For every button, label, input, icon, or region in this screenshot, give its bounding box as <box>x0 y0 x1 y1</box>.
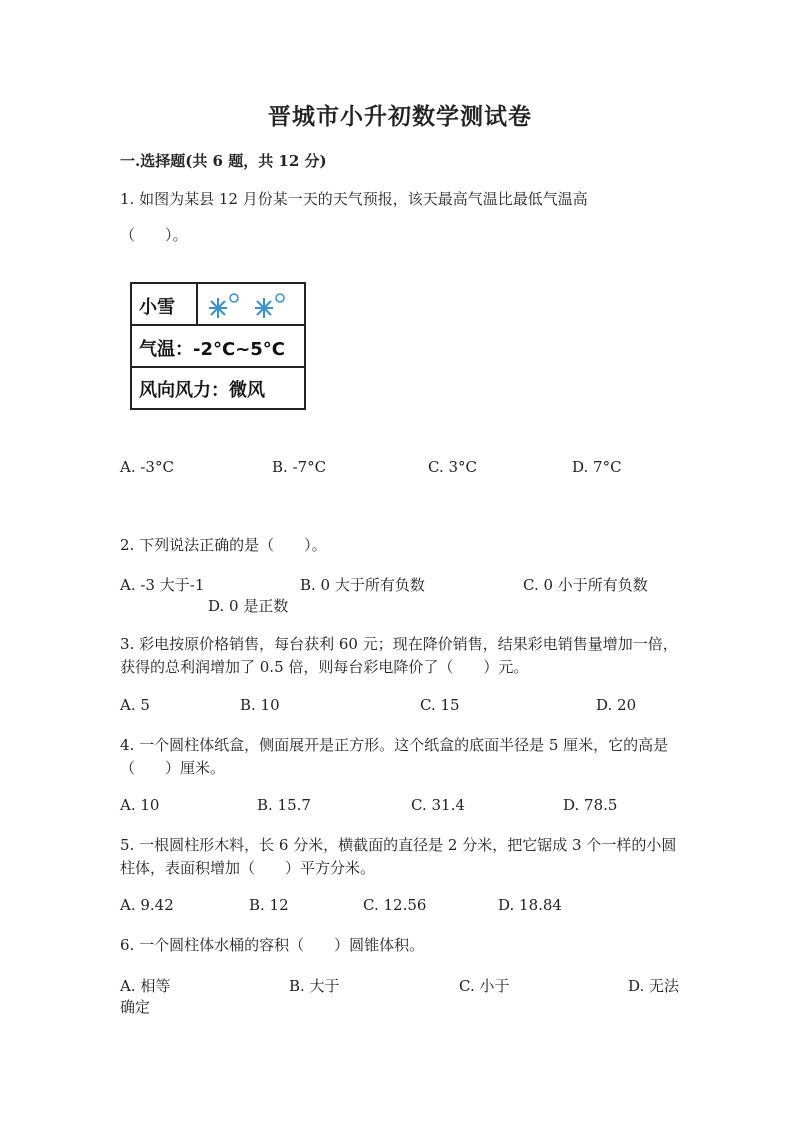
question-1-stem: 1. 如图为某县 12 月份某一天的天气预报，该天最高气温比最低气温高 <box>120 190 588 208</box>
question-5-option-c[interactable]: C. 12.56 <box>363 896 427 914</box>
question-6-option-b[interactable]: B. 大于 <box>289 977 340 995</box>
weather-row-temperature <box>132 326 304 368</box>
question-1-option-a[interactable]: A. -3°C <box>120 458 174 476</box>
question-2-option-b[interactable]: B. 0 大于所有负数 <box>300 576 425 594</box>
weather-forecast-figure <box>130 282 306 410</box>
question-1-stem-blank: （ ）。 <box>120 226 188 244</box>
question-3-option-d[interactable]: D. 20 <box>596 696 637 714</box>
question-3-option-c[interactable]: C. 15 <box>420 696 460 714</box>
question-3-option-b[interactable]: B. 10 <box>240 696 280 714</box>
snowflake-icon <box>250 292 290 320</box>
section-heading: 一.选择题(共 6 题，共 12 分) <box>120 152 327 170</box>
question-5-option-a[interactable]: A. 9.42 <box>120 896 174 914</box>
snowflake-icon <box>204 292 244 320</box>
question-5-stem: 5. 一根圆柱形木料，长 6 分米，横截面的直径是 2 分米，把它锯成 3 个一样的小圆柱体，表面积增加（ ）平方分米。 <box>120 836 677 877</box>
question-1-option-d[interactable]: D. 7°C <box>572 458 622 476</box>
question-1-option-b[interactable]: B. -7°C <box>272 458 327 476</box>
weather-wind: 风向风力：微风 <box>139 380 265 401</box>
question-5-option-b[interactable]: B. 12 <box>249 896 289 914</box>
question-4-option-d[interactable]: D. 78.5 <box>563 796 618 814</box>
question-5-option-d[interactable]: D. 18.84 <box>498 896 562 914</box>
question-6-option-d-line2: 确定 <box>120 998 151 1016</box>
page-title: 晋城市小升初数学测试卷 <box>268 103 532 130</box>
question-2-option-a[interactable]: A. -3 大于-1 <box>120 576 205 594</box>
question-4-option-a[interactable]: A. 10 <box>120 796 160 814</box>
question-1-option-c[interactable]: C. 3°C <box>428 458 477 476</box>
question-6-stem: 6. 一个圆柱体水桶的容积（ ）圆锥体积。 <box>120 936 425 954</box>
weather-temperature: 气温：-2°C~5°C <box>139 339 286 360</box>
question-2-option-d[interactable]: D. 0 是正数 <box>208 597 289 615</box>
question-4-option-b[interactable]: B. 15.7 <box>257 796 311 814</box>
question-2-option-c[interactable]: C. 0 小于所有负数 <box>523 576 648 594</box>
question-4-option-c[interactable]: C. 31.4 <box>411 796 465 814</box>
weather-divider <box>196 284 198 324</box>
weather-row-wind <box>132 368 304 408</box>
question-6-option-c[interactable]: C. 小于 <box>459 977 510 995</box>
question-2-stem: 2. 下列说法正确的是（ ）。 <box>120 536 327 554</box>
question-6-option-d-line1: D. 无法 <box>628 977 680 995</box>
question-4-stem: 4. 一个圆柱体纸盒，侧面展开是正方形。这个纸盒的底面半径是 5 厘米，它的高是（ ）厘米。 <box>120 736 669 777</box>
weather-condition-label: 小雪 <box>139 297 175 318</box>
question-3-option-a[interactable]: A. 5 <box>120 696 150 714</box>
question-3-stem: 3. 彩电按原价格销售，每台获利 60 元；现在降价销售，结果彩电销售量增加一倍，获得的总利润增加了 0.5 倍，则每台彩电降价了（ ）元。 <box>120 635 678 676</box>
question-6-option-a[interactable]: A. 相等 <box>120 977 171 995</box>
weather-row-condition <box>132 284 304 326</box>
